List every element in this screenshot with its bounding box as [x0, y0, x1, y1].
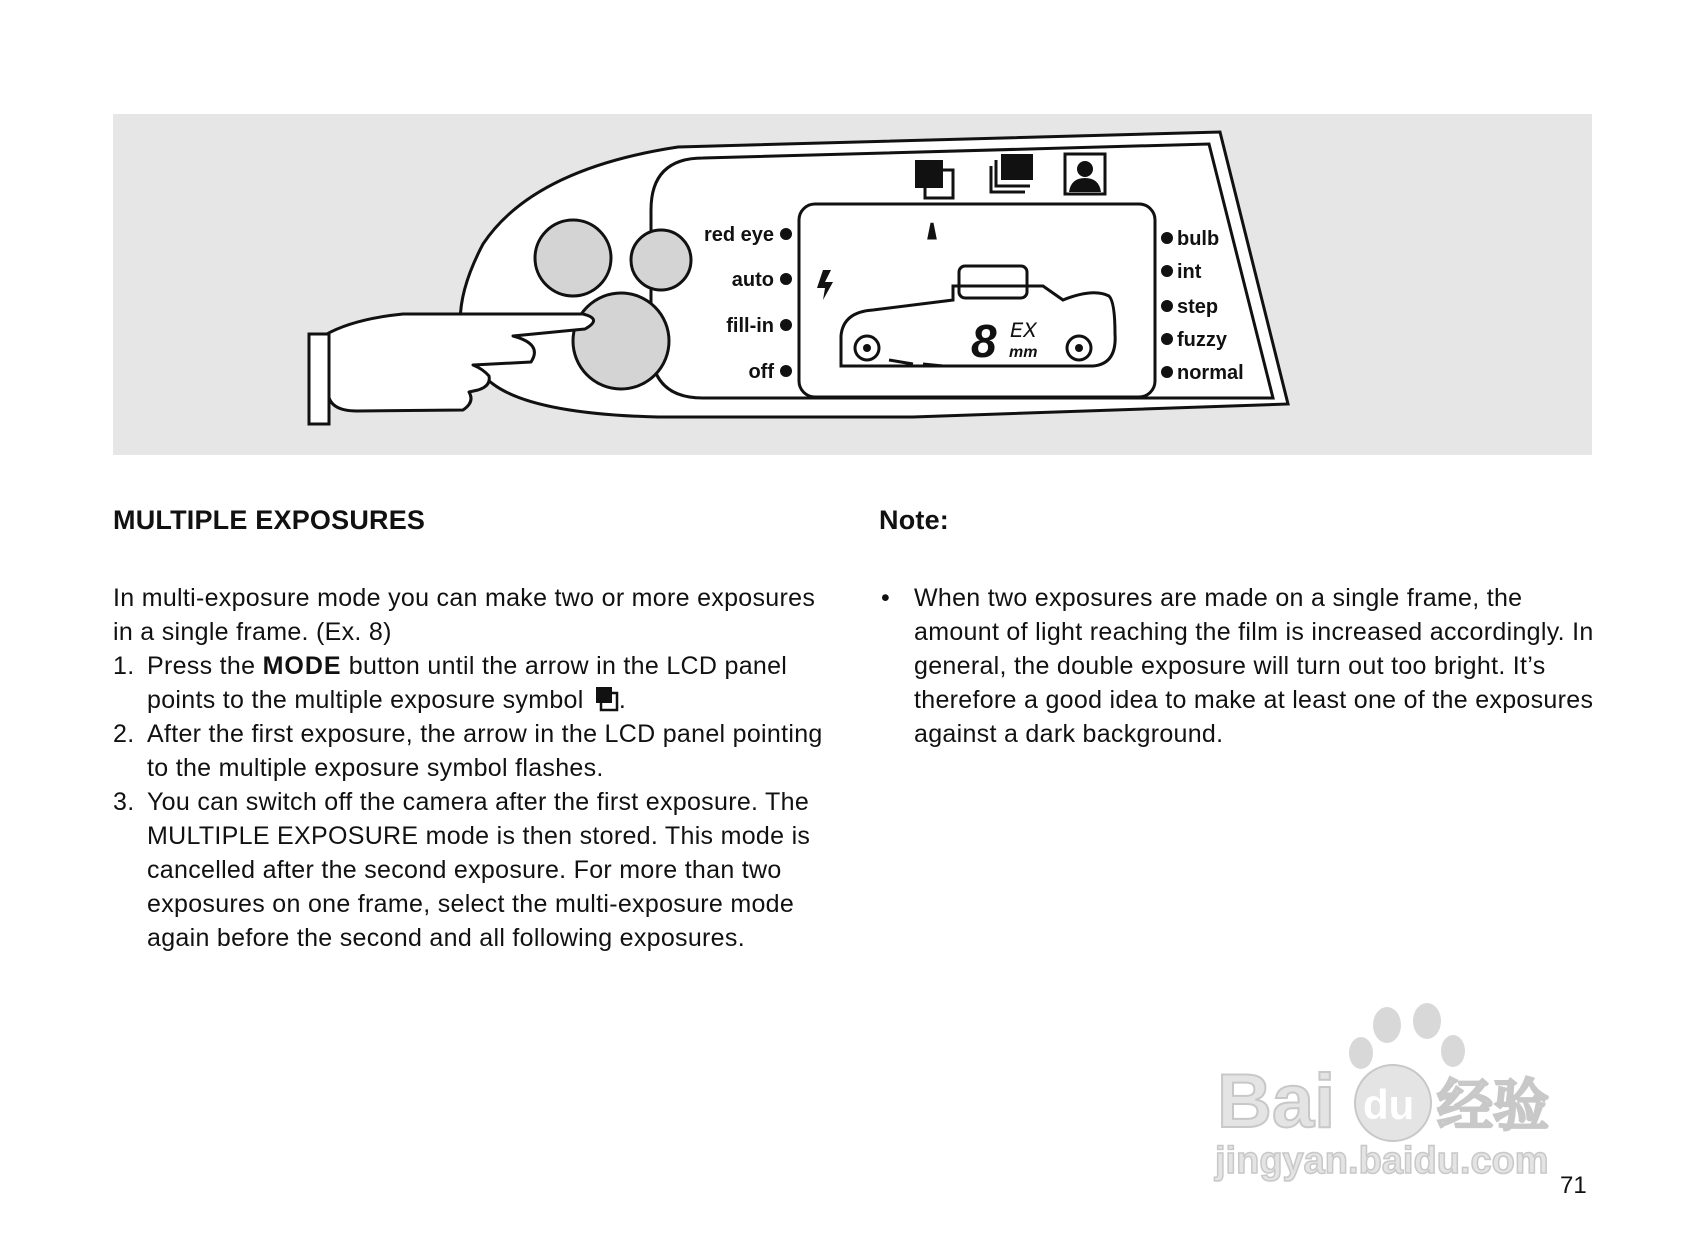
bullet: • — [881, 584, 891, 612]
lcd-screen — [799, 204, 1155, 397]
right-column — [879, 505, 1599, 751]
baidu-watermark — [1205, 995, 1605, 1185]
watermark-cn: 经验 — [1437, 1074, 1549, 1139]
step-text-end: . — [618, 686, 627, 714]
mode-label-fuzzy: fuzzy — [1177, 329, 1227, 351]
mode-label-bulb: bulb — [1177, 228, 1220, 250]
lcd-ex-label: EX — [1010, 319, 1037, 344]
step-number: 2. — [113, 720, 135, 748]
lcd-mm-label: mm — [1009, 344, 1038, 361]
list-item — [113, 649, 833, 717]
camera-lcd-illustration — [113, 114, 1592, 455]
list-item — [113, 717, 833, 785]
watermark-brand: Bai — [1217, 1059, 1336, 1144]
flash-label-auto: auto — [731, 269, 774, 291]
mode-label-int: int — [1177, 261, 1202, 283]
step-text-before: Press the — [147, 652, 263, 680]
step-text: You can switch off the camera after the first exposure. The MULTIPLE EXPOSURE mode is then stored. This mode is cancelled after the second exposure. For more than two exposures on one frame, select the multi-exposure mode again before the second and all following exposures. — [147, 788, 811, 952]
portrait-mode-icon — [1065, 154, 1105, 194]
page-number: 71 — [1560, 1172, 1587, 1199]
top-left-button — [535, 220, 611, 296]
multiple-exposure-icon — [595, 686, 619, 712]
mode-button — [573, 293, 669, 389]
mode-keyword: MODE — [262, 652, 342, 680]
flash-label-red-eye: red eye — [703, 224, 774, 246]
flash-label-off: off — [748, 361, 774, 383]
step-number: 3. — [113, 788, 135, 816]
notes-list — [879, 581, 1599, 751]
left-column — [113, 505, 833, 955]
intro-paragraph: In multi-exposure mode you can make two or more exposures in a single frame. (Ex. 8) — [113, 584, 816, 646]
section-heading: MULTIPLE EXPOSURES — [113, 505, 426, 535]
top-right-button — [631, 230, 691, 290]
list-item — [879, 581, 1599, 751]
step-text: After the first exposure, the arrow in the LCD panel pointing to the multiple exposure symbol flashes. — [147, 720, 823, 782]
flash-label-fill-in: fill-in — [726, 315, 774, 337]
step-text-after: button until the arrow in the LCD panel points to the multiple exposure symbol — [147, 652, 788, 714]
note-text: When two exposures are made on a single frame, the amount of light reaching the film is increased accordingly. In general, the double exposure will turn out too bright. It’s therefore a good idea to make at least one of the exposures against a dark background. — [914, 584, 1594, 748]
list-item — [113, 785, 833, 955]
step-number: 1. — [113, 652, 135, 680]
watermark-url: jingyan.baidu.com — [1215, 1140, 1549, 1182]
mode-label-normal: normal — [1177, 362, 1244, 384]
steps-list — [113, 649, 833, 955]
watermark-brand-du: du — [1363, 1081, 1415, 1128]
mode-label-step: step — [1177, 296, 1219, 318]
lcd-frame-digit: 8 — [971, 315, 997, 367]
note-heading: Note: — [879, 505, 949, 535]
paw-icon — [1349, 1003, 1465, 1069]
camera-diagram-svg — [113, 114, 1592, 455]
